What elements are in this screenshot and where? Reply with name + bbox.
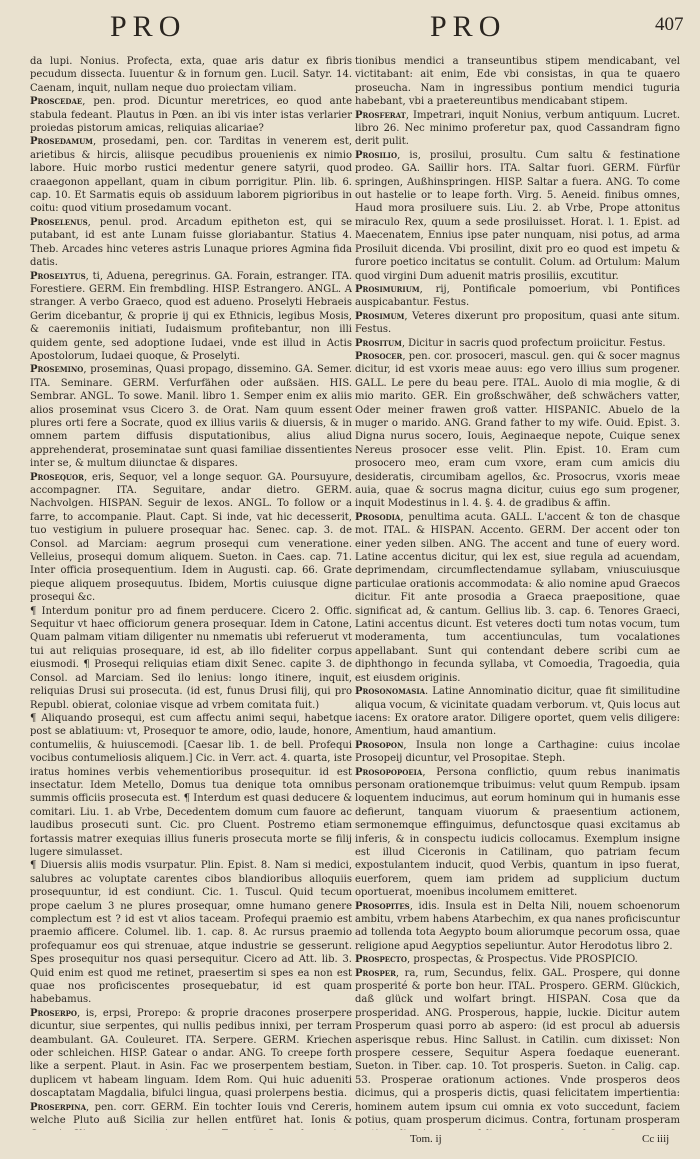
dictionary-entry (355, 739, 680, 766)
entry-headword: Prosper (355, 967, 396, 979)
entry-text: , prosedami, pen. cor. Tarditas in venerem est, arietibus & hircis, aliisque pecudibus prouenienis ex nimio labore. Huic morbo rustici medentur genere satyrii, quod craaegonon appellant, quam in cibum porrigitur. Plin. lib. 6. cap. 10. Et Sarmatis equis ob assiduum laborem pigrioribus in coitu: quod vitium prosedamum vocant. (30, 136, 352, 215)
entry-text: , ti, Aduena, peregrinus. GA. Forain, estranger. ITA. Forestiere. GERM. Ein frembdling. HISP. Estrangero. ANGL. A stranger. A verbo Graeco, quod est adueno. Proselyti Hebraeis Gerim dicebantur, & proprie ij qui ex Ethnicis, legibus Mosis, & caeremoniis initiati, Iudaismum profitebantur, non illi quidem gente, sed adoptione Iudaei, vnde est illud in Actis Apostolorum, Iudaei quoque, & Proselyti. (30, 270, 352, 362)
dictionary-entry (30, 363, 352, 470)
running-head-right: PRO (430, 10, 507, 43)
entry-headword: Prosopopoeia (355, 766, 423, 778)
entry-text: , Impetrari, inquit Nonius, verbum antiquum. Lucret. libro 26. Nec minimo proferetur pax, quod Cassandram figno derit pulit. (355, 109, 680, 148)
entry-text: , pen. prod. Dicuntur meretrices, eo quod ante stabula fedeant. Plautus in Pœn. an ibi vis inter istas verlarier proiedas pistorum amicas, reliquias alicariae? (30, 96, 352, 135)
entry-headword: Proselenus (30, 216, 88, 228)
entry-headword: Prositum (355, 337, 402, 349)
dictionary-entry (355, 685, 680, 739)
entry-text: tionibus mendici a transeuntibus stipem mendicabant, vel victitabant: ait enim, Ede vbi consistas, in qua te quaero proseucha. Nam in ingressibus pontium mendici tuguria habebant, vbi a praetereuntibus mendicabant stipem. (355, 56, 680, 108)
entry-text: , Insula non longe a Carthagine: cuius incolae Prosopeij dicuntur, vel Prosopitae. Steph. (355, 739, 680, 765)
entry-text: , prospectas, & Prospectus. Vide PROSPICIO. (406, 954, 638, 966)
entry-text: , rij, Pontificale pomoerium, vbi Pontifices auspicabantur. Festus. (355, 283, 680, 309)
dictionary-entry (355, 283, 680, 310)
entry-text: ¶ Interdum ponitur pro ad finem perducere. Cicero 2. Offic. Sequitur vt haec officiorum genera prosequar. Idem in Catone, Quam palmam vitiam diligenter nu nmematis ubi referuerut vt tui aut reliquias prosequare, id est, ab illo fideliter corpus eiusmodi. ¶ Prosequi reliquias etiam dixit Senec. capite 3. de Consol. ad Marciam. Sed ilo lenius: longo itinere, inquit, reliquias Drusi sui prosecuta. (id est, funus Drusi filij, qui pro Republ. obierat, coloniae visque ad vrbem comitata fuit.) (30, 605, 352, 711)
dictionary-entry (30, 1007, 352, 1101)
page-footer (0, 1133, 700, 1155)
entry-text: , is, erpsi, Prorepo: & proprie dracones proserpere dicuntur, siue serpentes, qui nullis pedibus innixi, per terram deambulant. GA. Couleuret. ITA. Serpere. GERM. Kriechen oder schleichen. HISP. Gatear o andar. ANG. To creepe forth like a serpent. Plaut. in Asin. Fac we proserpentem bestiam, duplicem vt habeam linguam. Idem Rom. Qui huic adueniti doscaptatam Magdalia, bifulci lingua, quasi prolerpens bestia. (30, 1007, 352, 1100)
dictionary-entry (355, 900, 680, 954)
entry-headword: Prospecto (355, 954, 407, 966)
entry-headword: Prosequor (30, 471, 84, 483)
dictionary-entry (30, 1101, 352, 1130)
entry-headword: Proserpo (30, 1007, 78, 1019)
entry-text: , proseminas, Quasi propago, dissemino. GA. Semer. ITA. Seminare. GERM. Verfurfähen oder außsäen. HIS. Sembrar. ANGL. To sowe. Manil. libro 1. Semper enim ex aliis alios proseminat vsus Cicero 3. de Orat. Nam quum essent plures orti fere a Socrate, quod ex illius variis & diuersis, & in omnem partem diffusis disputationibus, alius aliud apprehenderat, proseminatae sunt quasi familiae dissentientes inter se, & multum diiunctae & dispares. (30, 364, 352, 470)
entry-headword: Prosilio (355, 149, 398, 161)
entry-text: , Veteres dixerunt pro propositum, quasi ante situm. Festus. (355, 310, 680, 336)
entry-headword: Proscedae (30, 96, 83, 108)
dictionary-entry (30, 712, 352, 859)
entry-headword: Prosimurium (355, 283, 420, 295)
dictionary-entry (30, 216, 352, 270)
entry-text: . Latine Annominatio dicitur, quae fit similitudine aliqua vocum, & vicinitate quadam verborum. vt, Quis locus aut iacens: Ex oratore arator. Diligere oportet, quem velis diligere: Amentium, haud amantium. (355, 686, 680, 738)
left-column (30, 55, 352, 1130)
entry-text: da lupi. Nonius. Profecta, exta, quae aris datur ex fibris pecudum dissecta. Iuuentur & in fornum gen. Lucil. Satyr. 14. Caenam, inquit, nullam neque duo proiectam viliam. (30, 56, 352, 94)
entry-headword: Proselytus (30, 270, 86, 282)
entry-headword: Prosemino (30, 364, 84, 376)
signature-mark: Cc iiij (642, 1133, 670, 1145)
dictionary-entry (355, 337, 680, 350)
dictionary-entry (30, 135, 352, 215)
entry-text: ¶ Aliquando prosequi, est cum affectu animi sequi, habetque post se ablatiuum: vt, Prosequor te amore, odio, laude, honore, contumeliis, & huiuscemodi. [Caesar lib. 1. de bell. Profequi vocibus contumeliosis aliquem.] Cic. in Verr. act. 4. quarta, iste iratus homines verbis vehementioribus prosequitur. id est insectatur. Idem Metello, Domus tua denique tota omnibus summis officiis prosecuta est. ¶ Interdum est quasi deducere & comitari. Liu. 1. ab Vrbe, Decedentem domum cum fauore ac laudibus prosecuti sunt. Cic. pro Cluent. Postremo etiam fortassis matrer exequias illius funeris prosecuta morte se filij lugere simulasset. (30, 712, 352, 858)
entry-headword: Prosodia (355, 511, 401, 523)
dictionary-entry (355, 109, 680, 149)
dictionary-entry (355, 350, 680, 511)
dictionary-entry (355, 953, 680, 966)
page-header (0, 10, 700, 50)
entry-text: , Persona conflictio, quum rebus inanimatis personam orationemque tribuimus: velut quum Rempub. ipsam loquentem inducimus, aut eorum hominum qui in humanis esse defierunt, tanquam viuorum & praesentium actionem, sermonemque effinguimus, defunctosque quasi excitamus ab inferis, & in conspectu iudicis collocamus. Exemplum insigne est illud Ciceronis in Catilinam, quo patriam fecum expostulantem inducit, quod Verbis, quantum in ipso fuerat, euerforem, quem iam pridem ad supplicium ductum oportuerat, moenibus incolumem emitteret. (355, 766, 680, 899)
entry-text: , is, prosilui, prosultu. Cum saltu & festinatione prodeo. GA. Saillir hors. ITA. Saltar fuori. GERM. Fürfür springen, Außhinspringen. HISP. Saltar a fuera. ANG. To come out hastelie or to leape forth. Virg. 5. Aeneid. finibus omnes, Haud mora prosiluere suis. Liu. 2. ab Vrbe, Prope attonitus miraculo Rex, quum a sede prosiluisset. Horat. l. 1. Epist. ad Maecenatem, Ennius ipse pater nunquam, nisi potus, ad arma Prosiluit dicenda. Vbi prosilint, dixit pro eo quod est impetu & furore poetico incitatus se contulit. Colum. ad Ortulum: Malum quod virgini Dum aduenit matris prosiliis, excutitur. (355, 149, 680, 282)
volume-marker: Tom. ij (410, 1133, 442, 1145)
entry-text: , idis. Insula est in Delta Nili, nouem schoenorum ambitu, vrbem habens Atarbechim, ex qua nanes proficiscuntur ad tollenda tota Aegypto boum aliorumque pecorum ossa, quae religione apud Aegyptios sepeliuntur. Autor Herodotus libro 2. (355, 900, 680, 952)
entry-text: ¶ Diuersis aliis modis vsurpatur. Plin. Epist. 8. Nam si medici, salubres ac voluptate carentes cibos blandioribus alloquiis prosequuntur, id est condiunt. Cic. 1. Tuscul. Quid tecum prope caelum 3 ne plures prosequar, omne humano genere complectum est ? id est vt alios taceam. Profequi praemio est praemio afficere. Columel. lib. 1. cap. 8. Ac rursus praemio profequamur eos qui strenuae, atque industrie se gesserunt. Spes prosequitur nos quasi persequitur. Cicero ad Att. lib. 3. Quid enim est quod me retinet, praesertim si spes ea non est quae nos proficiscentes prosequebatur, id est quam habebamus. (30, 860, 352, 1006)
entry-headword: Prosopon (355, 739, 404, 751)
entry-headword: Prosferat (355, 109, 406, 121)
dictionary-entry (355, 967, 680, 1130)
dictionary-entry (355, 55, 680, 109)
dictionary-entry (30, 55, 352, 95)
entry-text: , Dicitur in sacris quod profectum proiicitur. Festus. (401, 337, 666, 349)
dictionary-entry (355, 149, 680, 283)
dictionary-entry (30, 471, 352, 605)
entry-text: , pen. corr. GERM. Ein tochter Iouis vnd Cereris, welche Pluto auß Sicilia zur hellen entfüret hat. Ionis & (30, 1101, 352, 1127)
dictionary-entry (355, 766, 680, 900)
page-number: 407 (655, 14, 684, 35)
entry-text: , eris, Sequor, vel a longe sequor. GA. Poursuyure, accompagner. ITA. Seguitare, andar dietro. GERM. Nachvolgen. HISPAN. Seguir de lexos. ANGL. To follow or a farre, to accompanie. Plaut. Capt. Si inde, vat hic decesserit, tuo vestigium in puluere prosequar hac. Senec. cap. 3. de Consol. ad Marciam: aegrum prosequi cum veneratione. Velleius, prosequi domum aliquem. Sueton. in Caes. cap. 71. Inter officia prosequentium. Idem in Augusti. cap. 66. Grate pieque aliquem prosequutus. Ibidem, Mortis cuiusque digne prosequi &c. (30, 471, 352, 604)
entry-headword: Prosocer (355, 350, 403, 362)
dictionary-entry (30, 270, 352, 364)
dictionary-entry (30, 859, 352, 1006)
entry-text: , pen. cor. prosoceri, mascul. gen. qui & socer magnus dicitur, id est vxoris meae auus: ego vero illius sum progener. GALL. Le pere du beau pere. ITAL. Auolo di mia moglie, & di mio marito. GER. Ein großschwäher, deß schwächers vatter, Oder meiner frawen groß vatter. HISPANIC. Abuelo de la muger o marido. ANG. Grand father to my wife. Ouid. Epist. 3. Digna nurus socero, Iouis, Aeginaeque nepote, Cuique senex Nereus prosocer esse velit. Plin. Epist. 10. Eram cum prosocero meo, eram cum vxore, eram cum amicis diu desideratis, circumibam agellos, &c. Prosocrus, vxoris meae auia, quae & socrus magna dicitur, cuius ego sum progener, inquit Modestinus in l. 4. §. 4. de gradibus & affin. (355, 350, 680, 510)
dictionary-entry (30, 605, 352, 712)
dictionary-entry (30, 95, 352, 135)
entry-headword: Prosimum (355, 310, 405, 322)
entry-text: , ra, rum, Secundus, felix. GAL. Prospere, qui donne prosperité & porte bon heur. ITAL. Prospero. GERM. Glückich, daß glück und wolfart bringt. HISPAN. Cosa que da prosperidad. ANG. Prosperous, happie, luckie. Dicitur autem Prosperum quasi porro ab aspero: (id est procul ab aduersis asperisque rebus. Hinc Sallust. in Catilin. cum dixisset: Non prospere cessere, Sequitur Aspera foedaque euenerant. Sueton. in Tiber. cap. 10. Tot prosperis. Sueton. in Calig. cap. 53. Prosperae orationum actiones. Vnde prosperos deos dicimus, qui a prosperis dictis, quasi felicitatem impertientia: hominem autem ipsum cui omnia ex voto succedunt, faciem potius, quam prosperum dicimus. Contra, fortunam prosperam (355, 967, 680, 1127)
entry-headword: Prosedamum (30, 136, 93, 148)
running-head-left: PRO (110, 10, 187, 43)
entry-text: , penultima acuta. GALL. L'accent & ton de chasque mot. ITAL. & HISPAN. Accento. GERM. Der accent oder ton einer yeden silben. ANG. The accent and tune of euery word. Latine accentus dicitur, qui lex est, siue regula ad acuendam, deprimendam, circumflectendamue syllabam, vniuscuiusque particulae orationis accommodata: & alio nomine apud Graecos dicitur. Fit ante prosodia a Graeca praepositione, quae significat ad, & cantum. Gellius lib. 3. cap. 6. Tenores Graeci, Latini accentus dicunt. Est veteres docti tum notas vocum, tum moderamenta, tum accentiunculas, tum vocalationes appellabant. Sunt qui contendant debere scribi cum ae diphthongo in fecunda syllaba, vt Comoedia, Tragoedia, quia est eiusdem originis. (355, 511, 680, 684)
entry-headword: Proserpina (30, 1101, 87, 1113)
entry-headword: Prosopites (355, 900, 410, 912)
right-column (355, 55, 680, 1130)
dictionary-entry (355, 511, 680, 685)
entry-text: , penul. prod. Arcadum epitheton est, qui se putabant, id est ante Lunam fuisse gloriabantur. Statius 4. Theb. Arcades hinc veteres astris Lunaque priores Agmina fida datis. (30, 216, 352, 269)
entry-headword: Prosonomasia (355, 686, 426, 698)
dictionary-entry (355, 310, 680, 337)
